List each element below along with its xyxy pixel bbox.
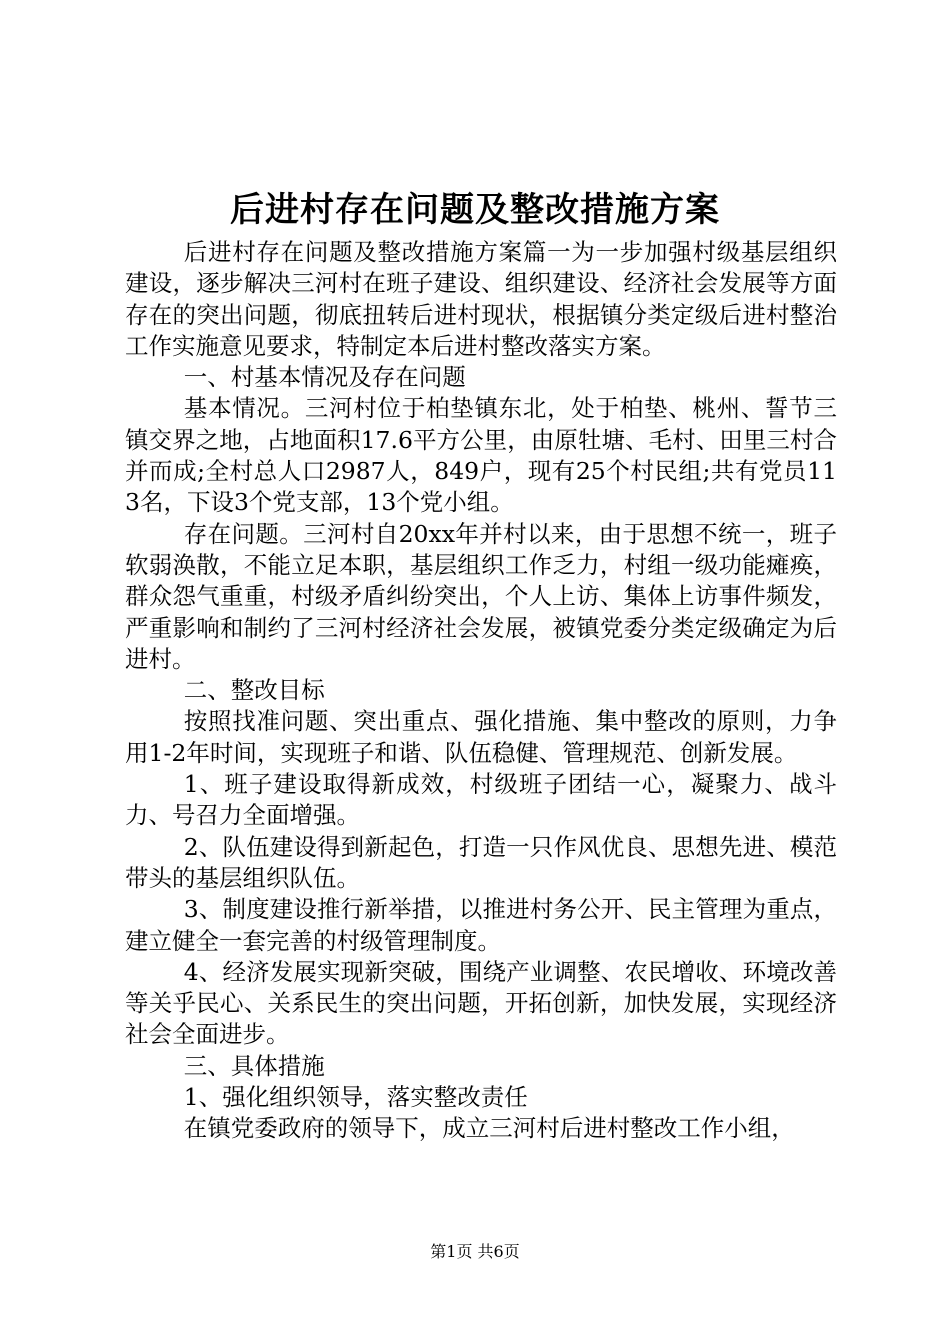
paragraph-intro: 后进村存在问题及整改措施方案篇一为一步加强村级基层组织建设，逐步解决三河村在班子建设、组织建设、经济社会发展等方面存在的突出问题，彻底扭转后进村现状，根据镇分类定级后进村整治工作实施意见要求，特制定本后进村整改落实方案。: [125, 238, 837, 360]
paragraph-goal-3: 3、制度建设推行新举措，以推进村务公开、民主管理为重点，建立健全一套完善的村级管理制度。: [125, 895, 837, 955]
section-heading-1: 一、村基本情况及存在问题: [183, 363, 466, 392]
paragraph-goal-1: 1、班子建设取得新成效，村级班子团结一心，凝聚力、战斗力、号召力全面增强。: [125, 770, 837, 830]
subsection-heading-1: 1、强化组织领导，落实整改责任: [183, 1083, 528, 1112]
section-heading-3: 三、具体措施: [183, 1051, 325, 1080]
paragraph-measure-1: 在镇党委政府的领导下，成立三河村后进村整改工作小组，: [183, 1114, 795, 1143]
document-title: 后进村存在问题及整改措施方案: [230, 190, 720, 230]
paragraph-goal-2: 2、队伍建设得到新起色，打造一只作风优良、思想先进、模范带头的基层组织队伍。: [125, 832, 837, 892]
paragraph-goal-principle: 按照找准问题、突出重点、强化措施、集中整改的原则，力争用1-2年时间，实现班子和谐、队伍稳健、管理规范、创新发展。: [125, 707, 837, 767]
paragraph-basic-info: 基本情况。三河村位于柏垫镇东北，处于柏垫、桃州、誓节三镇交界之地，占地面积17.6平方公里，由原牡塘、毛村、田里三村合并而成;全村总人口2987人，849户，现有25个村民组;共有党员113名，下设3个党支部，13个党小组。: [125, 394, 837, 517]
document-body: [125, 237, 837, 1145]
paragraph-goal-4: 4、经济发展实现新突破，围绕产业调整、农民增收、环境改善等关乎民心、关系民生的突出问题，开拓创新，加快发展，实现经济社会全面进步。: [125, 957, 837, 1049]
paragraph-problems: 存在问题。三河村自20xx年并村以来，由于思想不统一，班子软弱涣散，不能立足本职，基层组织工作乏力，村组一级功能瘫痪，群众怨气重重，村级矛盾纠纷突出，个人上访、集体上访事件频发，严重影响和制约了三河村经济社会发展，被镇党委分类定级确定为后进村。: [125, 519, 837, 673]
page-footer: 第1页 共6页: [430, 1242, 520, 1261]
section-heading-2: 二、整改目标: [183, 676, 325, 705]
